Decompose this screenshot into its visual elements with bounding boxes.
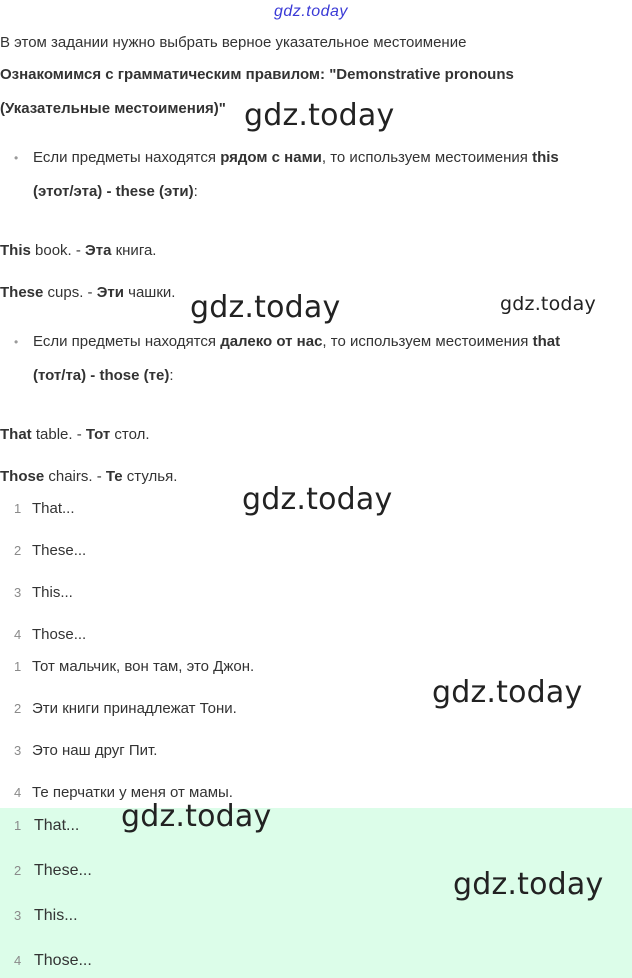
example-those: Those chairs. - Те стулья.: [0, 468, 178, 485]
watermark: gdz.today: [453, 867, 604, 902]
watermark: gdz.today: [242, 482, 393, 517]
answer-item: 2 These...: [14, 862, 92, 879]
list-item: 3 This...: [14, 584, 73, 601]
bullet-dot-icon: •: [14, 335, 19, 349]
bullet-text: Если предметы находятся рядом с нами, то используем местоимения this (этот/эта) - these (эти):: [33, 149, 559, 200]
list-item: 3 Это наш друг Пит.: [14, 742, 158, 759]
bullet-dot-icon: •: [14, 151, 19, 165]
list-item: 1 Тот мальчик, вон там, это Джон.: [14, 658, 255, 675]
watermark: gdz.today: [432, 675, 583, 710]
list-item: 4 Those...: [14, 626, 87, 643]
bullet-text: Если предметы находятся далеко от нас, то используем местоимения that (тот/та) - those (те):: [33, 333, 561, 384]
list-item: 2 Эти книги принадлежат Тони.: [14, 700, 237, 717]
answer-item: 4 Those...: [14, 952, 92, 969]
example-that: That table. - Тот стол.: [0, 426, 150, 443]
rule-bullet-far: [14, 325, 630, 393]
site-logo[interactable]: gdz.today: [274, 3, 348, 20]
rule-heading-line2: (Указательные местоимения)": [0, 100, 226, 117]
watermark: gdz.today: [500, 293, 596, 315]
example-these: These cups. - Эти чашки.: [0, 284, 176, 301]
rule-bullet-near: [14, 141, 630, 209]
watermark: gdz.today: [121, 799, 272, 834]
rule-heading-line1: Ознакомимся с грамматическим правилом: "Demonstrative pronouns: [0, 66, 514, 83]
list-item: 2 These...: [14, 542, 87, 559]
answer-item: 1 That...: [14, 817, 80, 834]
example-this: This book. - Эта книга.: [0, 242, 157, 259]
list-item: 4 Те перчатки у меня от мамы.: [14, 784, 233, 801]
answer-item: 3 This...: [14, 907, 78, 924]
list-item: 1 That...: [14, 500, 75, 517]
watermark: gdz.today: [244, 98, 395, 133]
watermark: gdz.today: [190, 290, 341, 325]
intro-text: В этом задании нужно выбрать верное указательное местоимение: [0, 34, 467, 51]
